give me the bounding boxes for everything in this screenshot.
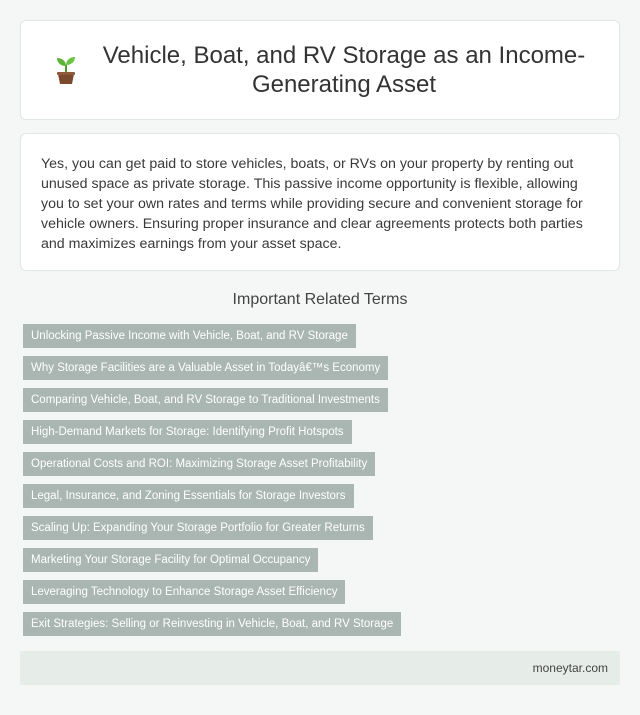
related-term-tag[interactable]: Operational Costs and ROI: Maximizing Storage Asset Profitability [23,452,375,476]
sprout-icon [51,55,81,85]
page-title: Vehicle, Boat, and RV Storage as an Income-Generating Asset [102,42,586,98]
related-term-tag[interactable]: Comparing Vehicle, Boat, and RV Storage to Traditional Investments [23,388,388,412]
related-term-tag[interactable]: Exit Strategies: Selling or Reinvesting in Vehicle, Boat, and RV Storage [23,612,401,636]
title-row [51,41,589,99]
related-term-tag[interactable]: Unlocking Passive Income with Vehicle, Boat, and RV Storage [23,324,356,348]
related-terms-list [23,324,623,644]
related-term-tag[interactable]: Scaling Up: Expanding Your Storage Portfolio for Greater Returns [23,516,373,540]
related-term-tag[interactable]: Legal, Insurance, and Zoning Essentials for Storage Investors [23,484,354,508]
summary-text: Yes, you can get paid to store vehicles, boats, or RVs on your property by renting out unused space as private storage. This passive income opportunity is flexible, allowing you to set your own rates and terms while providing secure and convenient storage for vehicle owners. Ensuring proper insurance and clear agreements protects both parties and maximizes earnings from your asset space. [41,156,583,252]
related-term-tag[interactable]: Leveraging Technology to Enhance Storage Asset Efficiency [23,580,345,604]
site-link[interactable]: moneytar.com [532,661,608,675]
title-card [20,20,620,120]
related-term-tag[interactable]: High-Demand Markets for Storage: Identifying Profit Hotspots [23,420,352,444]
related-term-tag[interactable]: Marketing Your Storage Facility for Optimal Occupancy [23,548,318,572]
related-terms-heading: Important Related Terms [232,291,408,308]
related-term-tag[interactable]: Why Storage Facilities are a Valuable Asset in Todayâ€™s Economy [23,356,388,380]
summary-card [20,133,620,271]
footer [20,651,620,685]
